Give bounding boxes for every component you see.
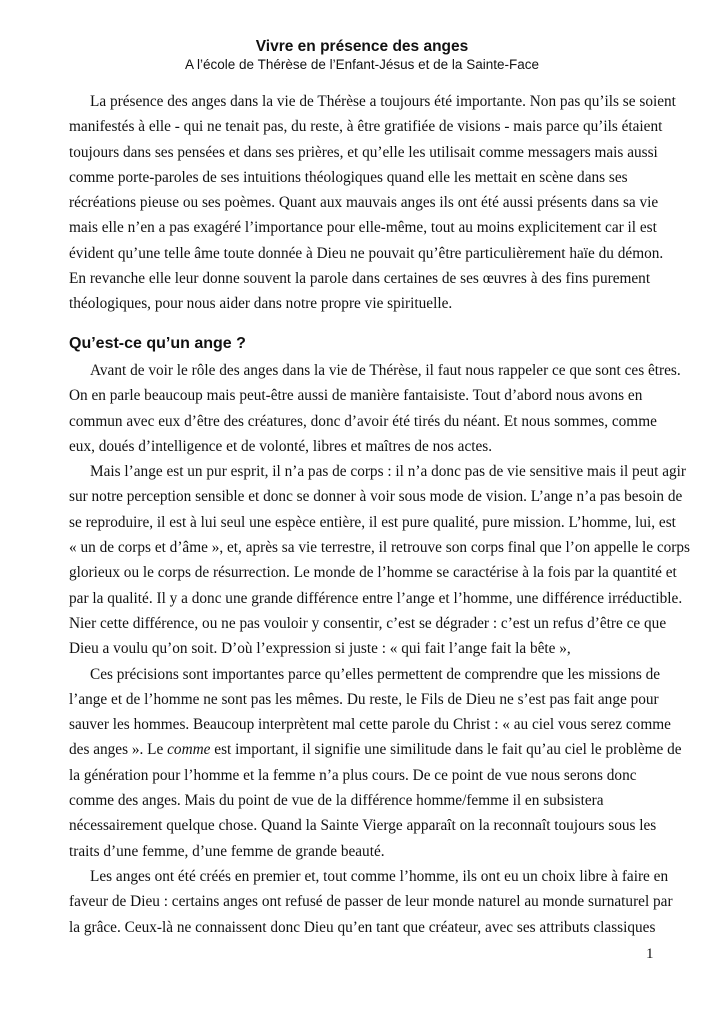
text-segment: la génération pour l’homme et la femme n’a plus cours. De ce point de vue nous serons donc (69, 766, 637, 784)
text-segment: sur notre perception sensible et donc se donner à voir sous mode de vision. L’ange n’a pas besoin de (69, 488, 683, 506)
text-line (69, 140, 669, 165)
text-line (69, 687, 669, 712)
text-segment: On en parle beaucoup mais peut-être aussi de manière fantaisiste. Tout d’abord nous avons en (69, 387, 643, 405)
text-segment: Avant de voir le rôle des anges dans la vie de Thérèse, il faut nous rappeler ce que sont ces êtres. (90, 362, 681, 379)
text-segment: est important, il signifie une similitude dans le fait qu’au ciel le problème de (210, 741, 682, 759)
text-segment: nécessairement quelque chose. Quand la Sainte Vierge apparaît on la reconnaît toujours sous les (69, 817, 657, 835)
section-heading: Qu’est-ce qu’un ange ? (69, 335, 246, 352)
text-line (69, 266, 669, 291)
text-line (69, 89, 676, 114)
text-line (69, 409, 669, 434)
text-segment: glorieux ou le corps de résurrection. Le monde de l’homme se caractérise à la fois par la quantité et (69, 564, 677, 582)
text-segment: Dieu a voulu qu’on soit. D’où l’expression si juste : « qui fait l’ange fait la bête », (69, 640, 571, 658)
text-line (69, 839, 669, 864)
text-line (69, 788, 669, 813)
text-line (69, 915, 669, 940)
text-line (69, 291, 669, 316)
text-line (69, 484, 683, 509)
text-segment: comme des anges. Mais du point de vue de la différence homme/femme il en subsistera (69, 792, 604, 810)
text-line (69, 737, 682, 762)
text-segment: théologiques, pour nous aider dans notre propre vie spirituelle. (69, 295, 453, 313)
text-line (69, 763, 669, 788)
text-segment: commun avec eux d’être des créatures, donc d’avoir été tirés du néant. Et nous sommes, comme (69, 412, 657, 430)
text-segment: se reproduire, il est à lui seul une espèce entière, il est pure qualité, pure mission. L’homme, lui, est (69, 513, 676, 531)
text-line (69, 864, 669, 889)
section-body (69, 358, 690, 940)
text-segment: traits d’une femme, d’une femme de grande beauté. (69, 842, 385, 860)
text-segment: Ces précisions sont importantes parce qu’elles permettent de comprendre que les missions de (90, 665, 661, 683)
text-segment: En revanche elle leur donne souvent la parole dans certaines de ses œuvres à des fins purement (69, 270, 651, 288)
text-line (69, 114, 669, 139)
text-segment: eux, doués d’intelligence et de volonté, libres et maîtres de nos actes. (69, 437, 493, 455)
text-line (69, 215, 669, 240)
text-segment: récréations pieuse ou ses poèmes. Quant aux mauvais anges ils ont été aussi présents dans sa vie (69, 194, 659, 212)
text-segment: des anges ». Le (69, 741, 168, 759)
text-segment: par la qualité. Il y a donc une grande différence entre l’ange et l’homme, une différence irréductible. (69, 589, 683, 607)
text-segment: toujours dans ses pensées et dans ses prières, et qu’elle les utilisait comme messagers mais aussi (69, 143, 658, 161)
text-line (69, 383, 669, 408)
text-segment: mais elle n’en a pas exagéré l’importance pour elle-même, tout au moins explicitement car il est (69, 219, 657, 237)
text-segment: « un de corps et d’âme », et, après sa vie terrestre, il retrouve son corps final que l’on appelle le corps (69, 539, 690, 557)
text-line (69, 434, 669, 459)
text-line (69, 586, 683, 611)
text-segment: Les anges ont été créés en premier et, tout comme l’homme, ils ont eu un choix libre à faire en (90, 867, 669, 885)
document-title: Vivre en présence des anges (255, 38, 469, 55)
text-line (69, 241, 669, 266)
text-line (69, 662, 669, 687)
text-line (69, 535, 690, 560)
text-line (69, 358, 681, 383)
italic-word: comme (167, 741, 211, 759)
text-line (69, 459, 687, 484)
text-segment: la grâce. Ceux-là ne connaissent donc Dieu qu’en tant que créateur, avec ses attributs classiques (69, 918, 656, 936)
text-line (69, 813, 669, 838)
text-line (69, 611, 669, 636)
text-segment: Mais l’ange est un pur esprit, il n’a pas de corps : il n’a donc pas de vie sensitive mais il peut agir (90, 463, 687, 481)
document-subtitle: A l’école de Thérèse de l’Enfant-Jésus et de la Sainte-Face (185, 57, 539, 72)
text-line (69, 636, 669, 661)
text-line (69, 889, 673, 914)
text-line (69, 510, 676, 535)
text-segment: évident qu’une telle âme toute donnée à Dieu ne pouvait qu’être particulièrement haïe du démon. (69, 244, 664, 262)
text-segment: comme porte-paroles de ses intuitions théologiques quand elle les mettait en scène dans ses (69, 168, 628, 186)
page-number: 1 (646, 946, 654, 962)
text-segment: La présence des anges dans la vie de Thérèse a toujours été importante. Non pas qu’ils se soient (90, 93, 676, 110)
text-line (69, 165, 669, 190)
intro-paragraph (69, 89, 676, 317)
text-segment: sauver les hommes. Beaucoup interprètent mal cette parole du Christ : « au ciel vous serez comme (69, 716, 671, 734)
text-segment: l’ange et de l’homme ne sont pas les mêmes. Du reste, le Fils de Dieu ne s’est pas fait ange pour (69, 690, 659, 708)
text-segment: manifestés à elle - qui ne tenait pas, du reste, à être gratifiée de visions - mais parce qu’ils étaient (69, 118, 663, 136)
text-line (69, 712, 669, 737)
text-line (69, 190, 669, 215)
text-segment: Nier cette différence, ou ne pas vouloir y consentir, c’est se dégrader : c’est un refus d’être ce que (69, 614, 667, 632)
text-line (69, 560, 677, 585)
text-segment: faveur de Dieu : certains anges ont refusé de passer de leur monde naturel au monde surnaturel par (69, 893, 673, 911)
